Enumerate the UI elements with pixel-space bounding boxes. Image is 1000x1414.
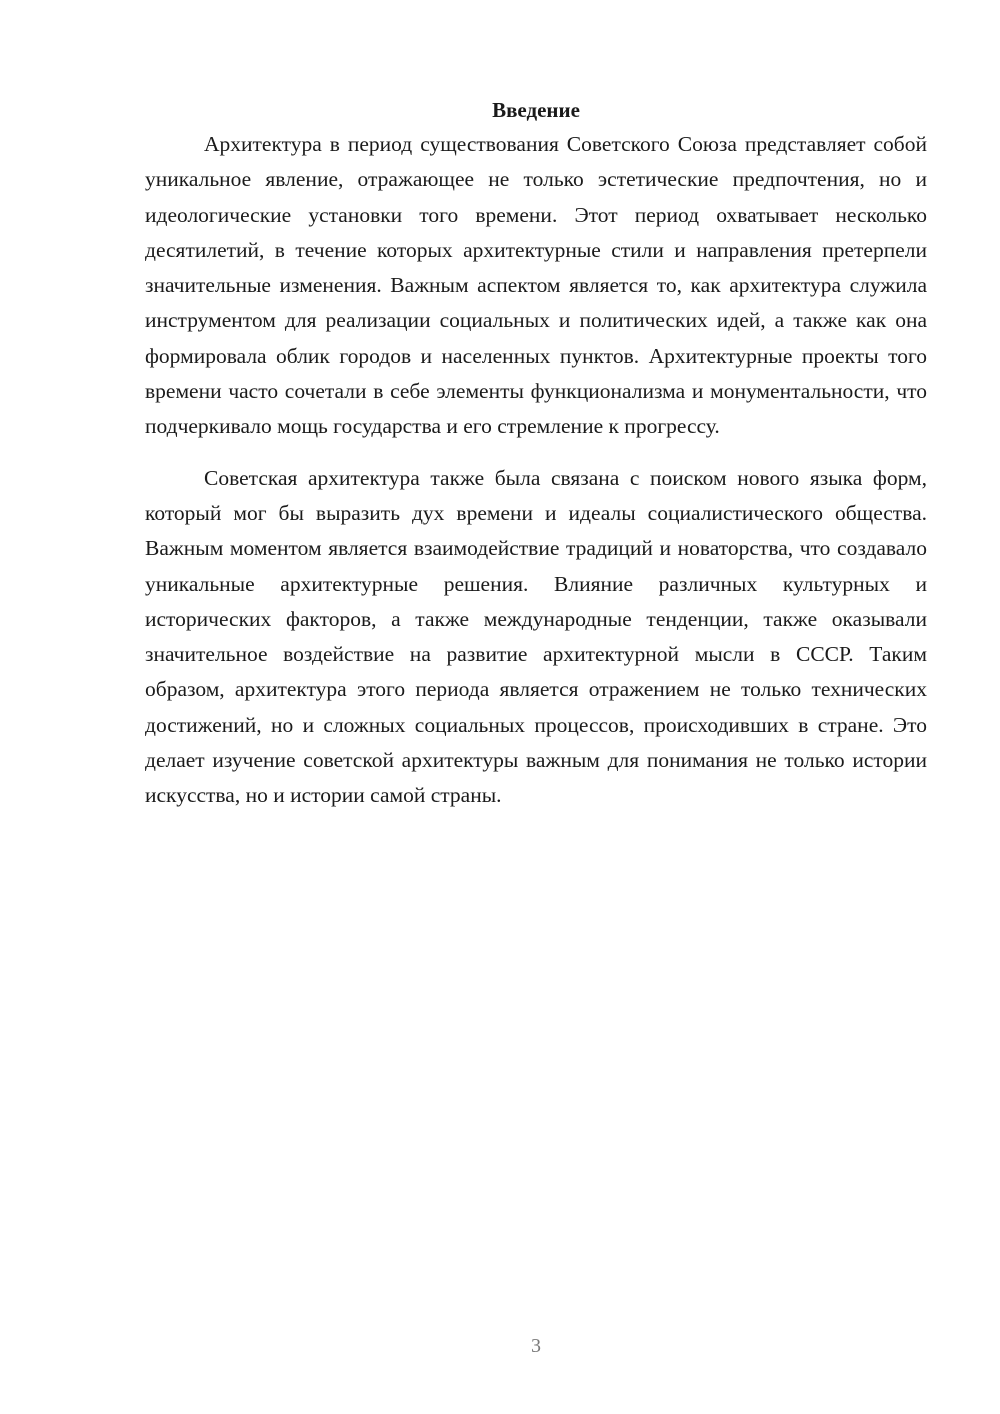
section-heading: Введение	[492, 98, 580, 122]
page-content	[145, 95, 927, 814]
paragraph-1: Архитектура в период существования Советского Союза представляет собой уникальное явление, отражающее не только эстетические предпочтения, но и идеологические установки того времени. Этот период охватывает несколько десятилетий, в течение которых архитектурные стили и направления претерпели значительные изменения. Важным аспектом является то, как архитектура служила инструментом для реализации социальных и политических идей, а также как она формировала облик городов и населенных пунктов. Архитектурные проекты того времени часто сочетали в себе элементы функционализма и монументальности, что подчеркивало мощь государства и его стремление к прогрессу.	[145, 132, 927, 439]
page-number: 3	[531, 1335, 541, 1357]
paragraph-2: Советская архитектура также была связана с поиском нового языка форм, который мог бы выразить дух времени и идеалы социалистического общества. Важным моментом является взаимодействие традиций и новаторства, что создавало уникальные архитектурные решения. Влияние различных культурных и исторических факторов, а также международные тенденции, также оказывали значительное воздействие на развитие архитектурной мысли в СССР. Таким образом, архитектура этого периода является отражением не только технических достижений, но и сложных социальных процессов, происходивших в стране. Это делает изучение советской архитектуры важным для понимания не только истории искусства, но и истории самой страны.	[145, 465, 927, 808]
